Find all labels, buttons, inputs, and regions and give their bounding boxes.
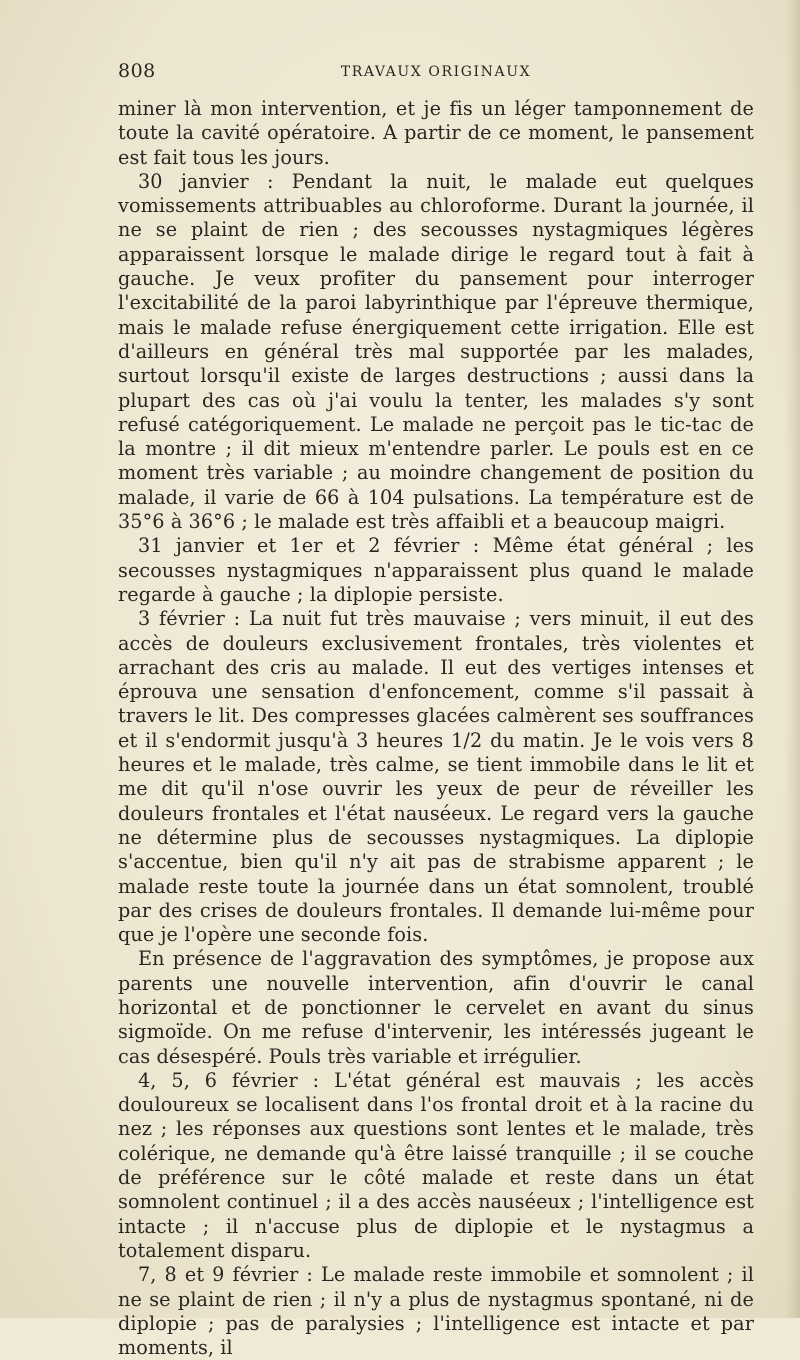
body-text — [118, 97, 754, 1360]
page-number: 808 — [118, 60, 156, 82]
running-title: TRAVAUX ORIGINAUX — [340, 64, 532, 80]
running-head — [118, 60, 754, 88]
paragraph-7-8-9-fevrier: 7, 8 et 9 février : Le malade reste immobile et somnolent ; il ne se plaint de rien ; il n'y a plus de nystagmus spontané, ni de diplopie ; pas de paralysies ; l'intelligence est intacte et par moments, il — [118, 1263, 754, 1360]
paragraph-4-5-6-fevrier: 4, 5, 6 février : L'état général est mauvais ; les accès douloureux se localisent dans l'os frontal droit et à la racine du nez ; les réponses aux questions sont lentes et le malade, très colérique, ne demande qu'à être laissé tranquille ; il se couche de préférence sur le côté malade et reste dans un état somnolent continuel ; il a des accès nauséeux ; l'intelligence est intacte ; il n'accuse plus de diplopie et le nystagmus a totalement disparu. — [118, 1068, 754, 1262]
paragraph-31-janvier: 31 janvier et 1er et 2 février : Même état général ; les secousses nystagmiques n'apparaissent plus quand le malade regarde à gauche ; la diplopie persiste. — [118, 534, 754, 606]
paragraph-30-janvier: 30 janvier : Pendant la nuit, le malade eut quelques vomissements attribuables au chloroforme. Durant la journée, il ne se plaint de rien ; des secousses nystagmiques légères apparaissent lorsque le malade dirige le regard tout à fait à gauche. Je veux profiter du pansement pour interroger l'excitabilité de la paroi labyrinthique par l'épreuve thermique, mais le malade refuse énergiquement cette irrigation. Elle est d'ailleurs en général très mal supportée par les malades, surtout lorsqu'il existe de larges destructions ; aussi dans la plupart des cas où j'ai voulu la tenter, les malades s'y sont refusé catégoriquement. Le malade ne perçoit pas le tic-tac de la montre ; il dit mieux m'entendre parler. Le pouls est en ce moment très variable ; au moindre changement de position du malade, il varie de 66 à 104 pulsations. La température est de 35°6 à 36°6 ; le malade est très affaibli et a beaucoup maigri. — [118, 169, 754, 534]
page-edge-shadow — [786, 0, 800, 1318]
paragraph-continuation: miner là mon intervention, et je fis un léger tamponnement de toute la cavité opératoire. A partir de ce moment, le pansement est fait tous les jours. — [118, 97, 754, 169]
paragraph-aggravation: En présence de l'aggravation des symptômes, je propose aux parents une nouvelle intervention, afin d'ouvrir le canal horizontal et de ponctionner le cervelet en avant du sinus sigmoïde. On me refuse d'intervenir, les intéressés jugeant le cas désespéré. Pouls très variable et irrégulier. — [118, 947, 754, 1068]
paragraph-3-fevrier: 3 février : La nuit fut très mauvaise ; vers minuit, il eut des accès de douleurs exclusivement frontales, très violentes et arrachant des cris au malade. Il eut des vertiges intenses et éprouva une sensation d'enfoncement, comme s'il passait à travers le lit. Des compresses glacées calmèrent ses souffrances et il s'endormit jusqu'à 3 heures 1/2 du matin. Je le vois vers 8 heures et le malade, très calme, se tient immobile dans le lit et me dit qu'il n'ose ouvrir les yeux de peur de réveiller les douleurs frontales et l'état nauséeux. Le regard vers la gauche ne détermine plus de secousses nystagmiques. La diplopie s'accentue, bien qu'il n'y ait pas de strabisme apparent ; le malade reste toute la journée dans un état somnolent, troublé par des crises de douleurs frontales. Il demande lui-même pour que je l'opère une seconde fois. — [118, 607, 754, 947]
